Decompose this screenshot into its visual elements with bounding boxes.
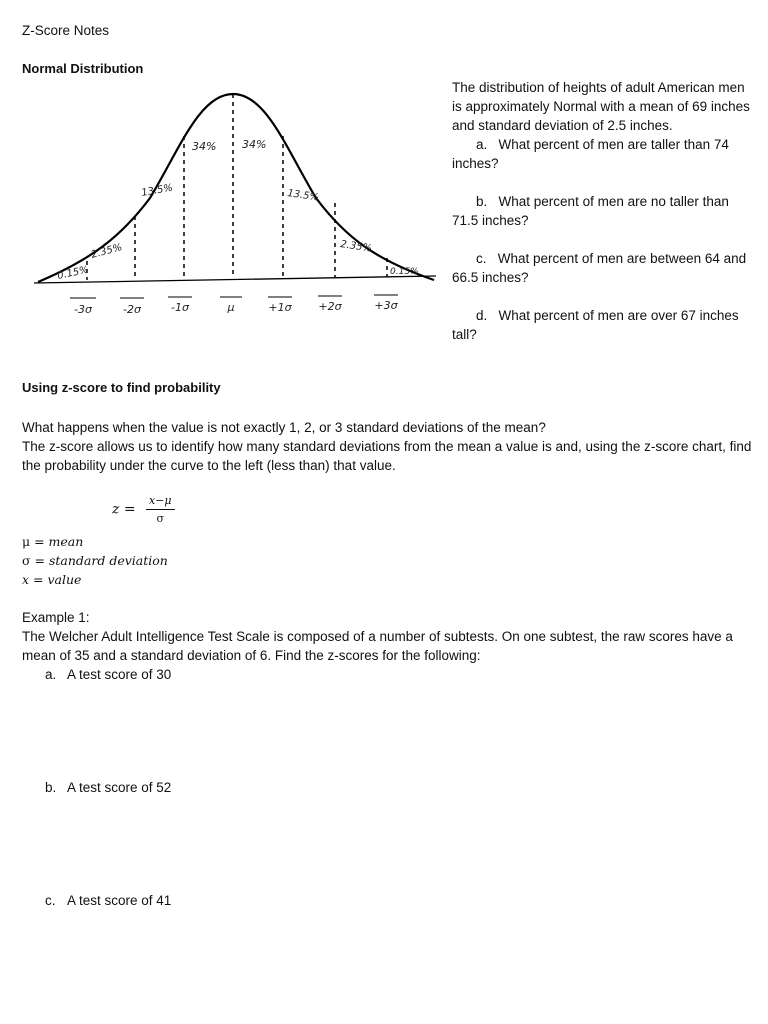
pct-label-6: 13.5%	[286, 188, 320, 204]
definition-value: x = value	[22, 572, 82, 587]
pct-label-5: 34%	[242, 138, 267, 151]
example-text: The Welcher Adult Intelligence Test Scale is composed of a number of subtests. On one subtest, the raw scores have a mean of 35 and a standard deviation of 6. Find the z-scores for the following:	[22, 629, 733, 663]
example-1	[22, 608, 752, 665]
formula-lhs: z =	[112, 501, 136, 518]
zscore-description: The z-score allows us to identify how many standard deviations from the mean a value is and, using the z-score chart, find the probability under the curve to the left (less than) that value.	[22, 439, 752, 473]
question-a: a. What percent of men are taller than 74 inches?	[452, 137, 729, 171]
svg-text:+1σ: +1σ	[268, 301, 292, 314]
axis-tick-minus1	[168, 297, 192, 314]
pct-label-8: 0.15%	[390, 267, 419, 277]
svg-text:μ: μ	[227, 301, 235, 314]
question-d: d. What percent of men are over 67 inches tall?	[452, 308, 739, 342]
pct-label-2: 2.35%	[89, 242, 124, 261]
pct-label-4: 34%	[192, 140, 217, 153]
svg-text:-1σ: -1σ	[171, 301, 189, 314]
definition-sd: σ = standard deviation	[22, 553, 168, 568]
question-c: c. What percent of men are between 64 and 66.5 inches?	[452, 251, 747, 285]
symbol-definitions	[22, 532, 168, 589]
zscore-explanation	[22, 418, 752, 475]
example-part-a: a. A test score of 30	[45, 667, 172, 682]
axis-tick-plus3	[374, 295, 399, 312]
axis-tick-plus1	[268, 297, 293, 314]
svg-text:-3σ: -3σ	[74, 303, 92, 316]
definition-mean: μ = mean	[22, 534, 84, 549]
example-heading: Example 1:	[22, 610, 90, 625]
svg-text:+2σ: +2σ	[318, 300, 342, 313]
formula-fraction	[146, 494, 175, 525]
example-part-c: c. A test score of 41	[45, 893, 172, 908]
formula-denominator: σ	[156, 512, 165, 525]
pct-label-1: 0.15%	[56, 264, 90, 282]
question-b: b. What percent of men are no taller than 71.5 inches?	[452, 194, 729, 228]
axis-tick-mean	[220, 297, 242, 314]
axis-tick-plus2	[318, 296, 343, 313]
zscore-heading: Using z-score to find probability	[22, 380, 221, 395]
zscore-question: What happens when the value is not exactly 1, 2, or 3 standard deviations of the mean?	[22, 420, 546, 435]
heights-intro: The distribution of heights of adult American men is approximately Normal with a mean of 69 inches and standard deviation of 2.5 inches.	[452, 80, 750, 133]
zscore-formula	[112, 494, 175, 525]
heights-problem	[452, 78, 752, 344]
normal-distribution-heading: Normal Distribution	[22, 61, 144, 76]
axis-tick-minus2	[120, 298, 144, 316]
normal-curve-figure	[30, 88, 440, 328]
axis-tick-minus3	[70, 298, 96, 316]
pct-label-7: 2.35%	[339, 239, 373, 255]
baseline	[34, 276, 436, 283]
svg-text:-2σ: -2σ	[123, 303, 141, 316]
formula-numerator: x−μ	[146, 494, 175, 510]
svg-text:+3σ: +3σ	[374, 299, 398, 312]
pct-label-3: 13.5%	[140, 182, 174, 199]
example-part-b: b. A test score of 52	[45, 780, 172, 795]
document-title: Z-Score Notes	[22, 23, 110, 38]
